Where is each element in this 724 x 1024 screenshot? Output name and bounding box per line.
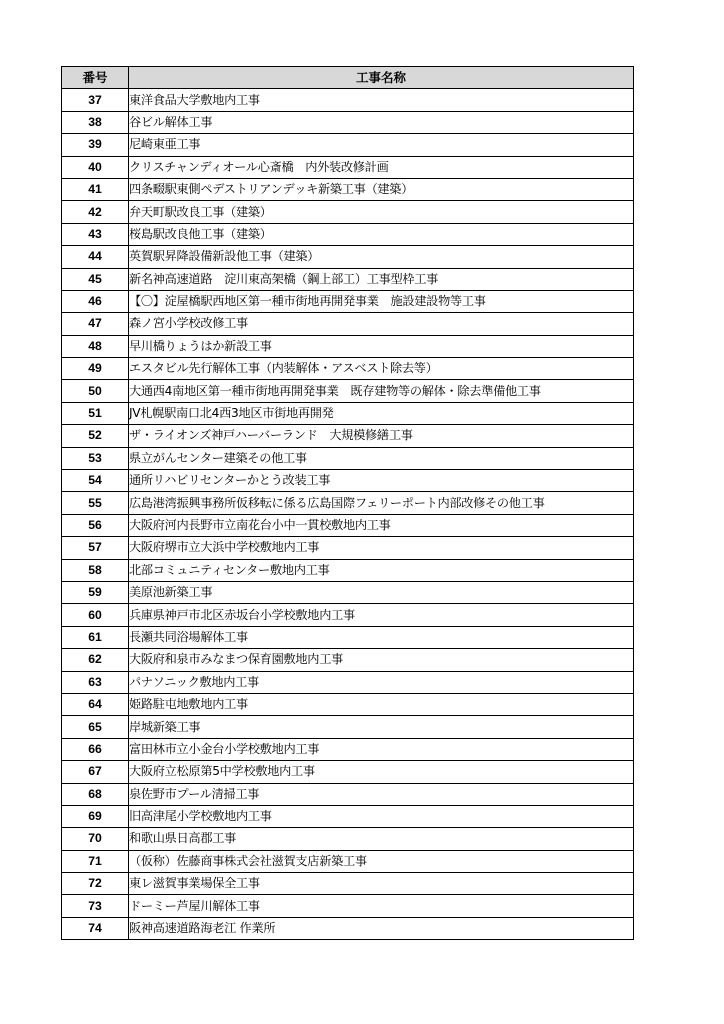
row-number: 58 [62,559,129,581]
table-row [62,201,634,223]
table-row [62,559,634,581]
row-number: 57 [62,537,129,559]
row-number: 59 [62,581,129,603]
row-number: 45 [62,268,129,290]
row-number: 39 [62,134,129,156]
table-row [62,223,634,245]
table-row [62,111,634,133]
row-number: 52 [62,425,129,447]
row-work-name: 兵庫県神戸市北区赤坂台小学校敷地内工事 [129,604,634,626]
header-work-name: 工事名称 [129,67,634,89]
table-row [62,850,634,872]
row-number: 63 [62,671,129,693]
row-work-name: 通所リハビリセンターかとう改装工事 [129,470,634,492]
row-work-name: JV札幌駅南口北4西3地区市街地再開発 [129,402,634,424]
table-header-row [62,67,634,89]
row-work-name: 県立がんセンター建築その他工事 [129,447,634,469]
table-row [62,581,634,603]
row-number: 49 [62,358,129,380]
row-number: 42 [62,201,129,223]
row-number: 70 [62,828,129,850]
table-row [62,716,634,738]
row-number: 38 [62,111,129,133]
row-number: 66 [62,738,129,760]
table-row [62,268,634,290]
row-work-name: 早川橋りょうはか新設工事 [129,335,634,357]
row-work-name: クリスチャンディオール心斎橋 内外装改修計画 [129,156,634,178]
row-number: 55 [62,492,129,514]
table-row [62,626,634,648]
header-number: 番号 [62,67,129,89]
row-work-name: エスタビル先行解体工事（内装解体・アスベスト除去等） [129,358,634,380]
row-work-name: 大阪府河内長野市立南花台小中一貫校敷地内工事 [129,514,634,536]
row-work-name: ザ・ライオンズ神戸ハーバーランド 大規模修繕工事 [129,425,634,447]
row-work-name: 広島港湾振興事務所仮移転に係る広島国際フェリーポート内部改修その他工事 [129,492,634,514]
table-row [62,805,634,827]
row-work-name: 姫路駐屯地敷地内工事 [129,693,634,715]
table-row [62,425,634,447]
row-number: 62 [62,649,129,671]
table-row [62,649,634,671]
row-number: 64 [62,693,129,715]
row-work-name: 大阪府和泉市みなまつ保育園敷地内工事 [129,649,634,671]
row-work-name: 阪神高速道路海老江 作業所 [129,917,634,939]
row-work-name: 尼崎東亜工事 [129,134,634,156]
row-work-name: 北部コミュニティセンター敷地内工事 [129,559,634,581]
row-work-name: 東レ滋賀事業場保全工事 [129,873,634,895]
construction-works-table [61,66,634,940]
row-number: 54 [62,470,129,492]
row-number: 53 [62,447,129,469]
row-number: 71 [62,850,129,872]
table-row [62,402,634,424]
row-work-name: 東洋食品大学敷地内工事 [129,89,634,111]
table-row [62,358,634,380]
row-work-name: 森ノ宮小学校改修工事 [129,313,634,335]
row-work-name: 大阪府堺市立大浜中学校敷地内工事 [129,537,634,559]
row-work-name: 新名神高速道路 淀川東高架橋（鋼上部工）工事型枠工事 [129,268,634,290]
table-row [62,671,634,693]
table-row [62,895,634,917]
row-number: 51 [62,402,129,424]
table-row [62,447,634,469]
row-number: 41 [62,178,129,200]
table-row [62,693,634,715]
table-row [62,604,634,626]
row-work-name: 谷ビル解体工事 [129,111,634,133]
row-work-name: 和歌山県日高郡工事 [129,828,634,850]
row-number: 44 [62,246,129,268]
row-work-name: 岸城新築工事 [129,716,634,738]
row-number: 37 [62,89,129,111]
row-number: 46 [62,290,129,312]
row-work-name: 旧高津尾小学校敷地内工事 [129,805,634,827]
row-work-name: 泉佐野市プール清掃工事 [129,783,634,805]
table-row [62,917,634,939]
table-row [62,380,634,402]
row-work-name: 【〇】淀屋橋駅西地区第一種市街地再開発事業 施設建設物等工事 [129,290,634,312]
row-work-name: パナソニック敷地内工事 [129,671,634,693]
table-row [62,156,634,178]
row-number: 72 [62,873,129,895]
row-work-name: 大阪府立松原第5中学校敷地内工事 [129,761,634,783]
row-number: 67 [62,761,129,783]
row-work-name: 美原池新築工事 [129,581,634,603]
table-row [62,492,634,514]
table-row [62,313,634,335]
row-work-name: 富田林市立小金台小学校敷地内工事 [129,738,634,760]
row-number: 61 [62,626,129,648]
row-work-name: 桜島駅改良他工事（建築） [129,223,634,245]
row-number: 68 [62,783,129,805]
table-row [62,873,634,895]
table-row [62,514,634,536]
table-row [62,783,634,805]
row-number: 73 [62,895,129,917]
row-work-name: ドーミー芦屋川解体工事 [129,895,634,917]
row-number: 50 [62,380,129,402]
table-row [62,761,634,783]
table-row [62,828,634,850]
row-work-name: 英賀駅昇降設備新設他工事（建築） [129,246,634,268]
table-row [62,290,634,312]
table-body [62,89,634,940]
row-work-name: 長瀬共同浴場解体工事 [129,626,634,648]
row-work-name: 大通西4南地区第一種市街地再開発事業 既存建物等の解体・除去準備他工事 [129,380,634,402]
row-number: 74 [62,917,129,939]
row-work-name: 弁天町駅改良工事（建築） [129,201,634,223]
row-number: 56 [62,514,129,536]
table-row [62,537,634,559]
row-number: 48 [62,335,129,357]
table-row [62,738,634,760]
row-work-name: （仮称）佐藤商事株式会社滋賀支店新築工事 [129,850,634,872]
table-row [62,335,634,357]
table-row [62,178,634,200]
row-number: 60 [62,604,129,626]
row-number: 47 [62,313,129,335]
table-row [62,134,634,156]
row-number: 65 [62,716,129,738]
row-number: 69 [62,805,129,827]
table-row [62,470,634,492]
row-work-name: 四条畷駅東側ペデストリアンデッキ新築工事（建築） [129,178,634,200]
row-number: 40 [62,156,129,178]
row-number: 43 [62,223,129,245]
table-row [62,89,634,111]
table-row [62,246,634,268]
